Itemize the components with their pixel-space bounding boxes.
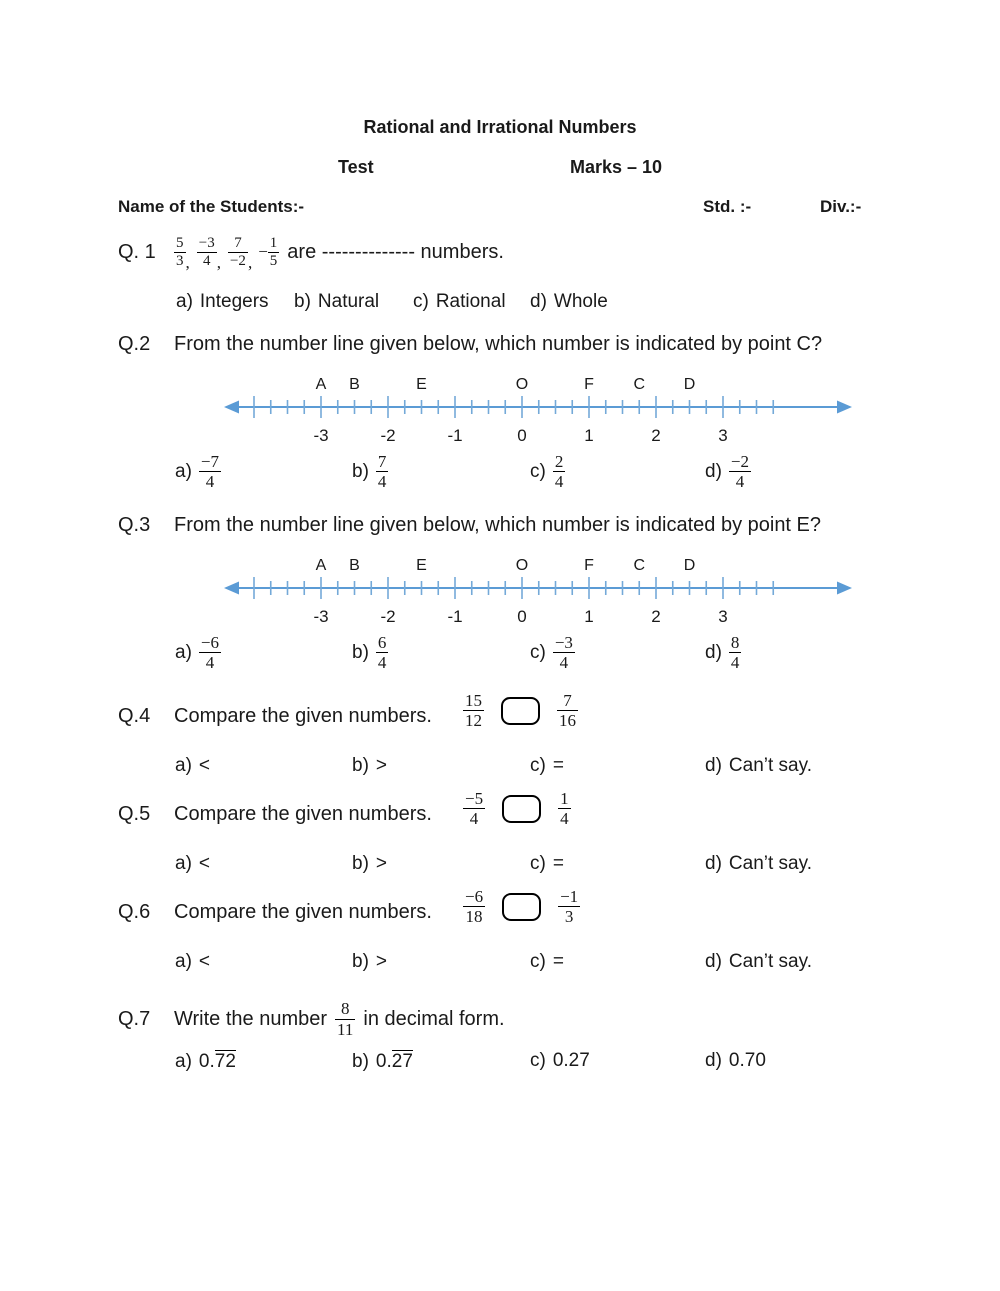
fraction-denominator: 4 (377, 653, 387, 673)
option-label: c) (530, 460, 546, 482)
point-label: B (349, 557, 360, 574)
option-d (705, 951, 812, 973)
option-value: Can’t say. (728, 951, 812, 972)
question-6-options (0, 951, 1000, 997)
fraction-numerator: 15 (465, 691, 482, 710)
question-5-number: Q.5 (118, 803, 151, 825)
fraction (376, 452, 389, 491)
option-value: = (552, 853, 564, 874)
question-2 (118, 333, 822, 356)
tick-number: -1 (447, 607, 463, 626)
fraction-numerator: 7 (377, 452, 387, 471)
tick-number: -2 (380, 426, 396, 445)
option-label: d) (705, 460, 722, 482)
question-3-number: Q.3 (118, 514, 151, 536)
fraction (199, 633, 221, 672)
fraction (729, 633, 742, 672)
question-7-text-after: in decimal form. (363, 1007, 505, 1030)
option-label: b) (352, 641, 369, 663)
fraction-numerator: 7 (234, 234, 242, 251)
question-1-options (0, 291, 1000, 337)
answer-box (501, 697, 540, 725)
option-value: = (552, 951, 564, 972)
fraction (174, 235, 186, 270)
fraction (197, 235, 217, 270)
option-value (376, 1050, 413, 1073)
question-3-options (0, 633, 1000, 679)
option-label: a) (175, 460, 192, 482)
point-label: B (349, 376, 360, 393)
option-label: c) (413, 291, 429, 312)
question-7-text-before: Write the number (174, 1007, 328, 1030)
point-label: A (315, 376, 327, 393)
question-2-number: Q.2 (118, 333, 151, 355)
decimal-text: 0. (375, 1051, 392, 1072)
tick-number: -3 (313, 426, 329, 445)
question-1-number: Q. 1 (118, 240, 156, 263)
tick-number: 0 (517, 426, 527, 445)
question-1-text: are -------------- numbers. (287, 240, 504, 263)
fraction-denominator: 4 (377, 472, 387, 492)
minus-sign: − (258, 242, 268, 261)
option-value: < (198, 755, 211, 776)
decimal-text: 0. (198, 1051, 215, 1072)
div-label: Div.:- (820, 197, 862, 216)
left-arrow-icon (224, 582, 239, 595)
option-value: Can’t say. (728, 853, 812, 874)
page-title: Rational and Irrational Numbers (363, 117, 637, 137)
point-label: F (584, 557, 594, 574)
fraction-denominator: 18 (465, 907, 483, 927)
fraction (729, 452, 751, 491)
option-label: d) (705, 641, 722, 663)
option-label: b) (352, 853, 369, 874)
right-arrow-icon (837, 401, 852, 414)
repeating-digits: 72 (214, 1051, 236, 1072)
repeating-digits: 27 (391, 1051, 413, 1072)
fraction-denominator: 4 (559, 653, 569, 673)
tick-number: 0 (517, 607, 527, 626)
option-value: > (375, 853, 388, 874)
fraction-numerator: −6 (465, 887, 484, 906)
fraction-numerator: 7 (563, 691, 572, 710)
option-label: b) (352, 755, 369, 776)
option-d (705, 853, 812, 875)
question-5-text: Compare the given numbers. (174, 803, 432, 825)
question-5-comparison (463, 789, 571, 828)
question-2-options (0, 452, 1000, 498)
point-label: A (315, 557, 327, 574)
fraction-denominator: 4 (735, 472, 745, 492)
option-value: < (198, 951, 211, 972)
option-d (705, 633, 741, 672)
option-a (176, 291, 269, 313)
question-6-number: Q.6 (118, 901, 151, 923)
question-4-text: Compare the given numbers. (174, 705, 432, 727)
option-value: Rational (435, 291, 506, 312)
tick-number: 3 (718, 426, 728, 445)
option-b (352, 1050, 413, 1073)
fraction (553, 633, 575, 672)
option-d (705, 1050, 766, 1072)
fraction-numerator: 2 (554, 452, 564, 471)
point-label: C (633, 557, 646, 574)
point-label: O (515, 557, 529, 574)
fraction-numerator: 5 (176, 234, 184, 251)
option-c (530, 853, 564, 875)
point-label: E (416, 557, 427, 574)
option-label: c) (530, 641, 546, 663)
point-label: F (584, 376, 594, 393)
option-label: d) (705, 1050, 722, 1071)
option-label: b) (352, 951, 369, 972)
answer-box (502, 795, 541, 823)
fraction-numerator: 1 (269, 234, 278, 251)
fraction (335, 999, 355, 1038)
option-label: a) (176, 291, 193, 312)
question-4 (118, 705, 432, 728)
option-a (175, 1050, 236, 1073)
point-label: E (416, 376, 427, 393)
option-label: d) (705, 951, 722, 972)
fraction-numerator: −3 (198, 234, 215, 251)
option-d (530, 291, 608, 313)
student-name-label: Name of the Students:- (118, 197, 305, 216)
option-value: = (552, 755, 564, 776)
fraction-numerator: −2 (730, 452, 749, 471)
option-label: a) (175, 1050, 192, 1072)
number-line-2 (222, 552, 854, 630)
fraction-denominator: 11 (337, 1019, 354, 1039)
question-7 (118, 993, 505, 1045)
fraction-denominator: 4 (554, 472, 564, 492)
right-arrow-icon (837, 582, 852, 595)
fraction-denominator: 4 (560, 809, 569, 829)
fraction-denominator: −2 (229, 252, 246, 269)
option-b (352, 633, 388, 672)
option-label: a) (175, 951, 192, 972)
option-label: b) (352, 460, 369, 482)
option-a (175, 853, 210, 875)
separator-comma: , (216, 253, 221, 272)
fraction-denominator: 4 (469, 809, 479, 829)
separator-comma: , (247, 253, 253, 272)
answer-box (502, 893, 541, 921)
fraction-denominator: 16 (559, 711, 576, 731)
fraction (558, 789, 571, 828)
fraction-denominator: 4 (730, 653, 740, 673)
marks-label: Marks – 10 (570, 157, 663, 177)
option-label: a) (175, 755, 192, 776)
option-label: b) (352, 1050, 369, 1072)
option-a (175, 951, 210, 973)
fraction-numerator: 8 (730, 633, 740, 652)
option-label: c) (530, 853, 546, 874)
option-value (199, 1050, 236, 1073)
question-5 (118, 803, 432, 826)
tick-number: 2 (651, 607, 661, 626)
fraction-numerator: −7 (200, 452, 219, 471)
tick-number: -2 (380, 607, 396, 626)
option-a (175, 633, 221, 672)
option-d (705, 755, 812, 777)
option-b (352, 853, 387, 875)
question-1 (118, 229, 504, 275)
number-line-1 (222, 371, 854, 449)
option-b (352, 452, 388, 491)
fraction (376, 633, 389, 672)
option-value: Integers (199, 291, 269, 312)
std-label: Std. :- (703, 197, 752, 216)
fraction-denominator: 3 (564, 907, 574, 927)
fraction-denominator: 4 (202, 252, 211, 269)
question-7-options (0, 1050, 1000, 1096)
tick-number: 3 (718, 607, 728, 626)
tick-number: 1 (584, 426, 594, 445)
fraction-numerator: 8 (340, 999, 350, 1019)
option-a (175, 755, 210, 777)
fraction (463, 789, 485, 828)
option-value: Whole (553, 291, 608, 312)
test-label: Test (338, 157, 374, 177)
option-b (294, 291, 379, 313)
fraction-denominator: 3 (176, 252, 184, 269)
tick-number: -1 (447, 426, 463, 445)
option-b (352, 755, 387, 777)
point-label: C (633, 376, 646, 393)
fraction (463, 887, 485, 926)
option-c (530, 951, 564, 973)
question-7-number: Q.7 (118, 1007, 151, 1030)
option-label: c) (530, 755, 546, 776)
option-value: Can’t say. (728, 755, 812, 776)
fraction-numerator: −1 (560, 887, 579, 906)
option-label: a) (175, 853, 192, 874)
option-label: d) (530, 291, 547, 312)
option-value (729, 1050, 766, 1072)
fraction (558, 887, 580, 926)
option-c (530, 452, 565, 491)
question-6-comparison (463, 887, 580, 926)
fraction (553, 452, 566, 491)
fraction-numerator: 6 (377, 633, 387, 652)
fraction (463, 691, 484, 730)
fraction-denominator: 5 (269, 252, 278, 269)
point-label: D (683, 376, 696, 393)
option-d (705, 452, 751, 491)
option-value: < (198, 853, 211, 874)
fraction-numerator: −5 (465, 789, 484, 808)
left-arrow-icon (224, 401, 239, 414)
option-value: Natural (317, 291, 380, 312)
decimal-text: 0.70 (728, 1050, 766, 1071)
option-label: a) (175, 641, 192, 663)
option-value: > (375, 951, 388, 972)
question-4-comparison (463, 691, 578, 730)
point-label: D (683, 557, 696, 574)
option-label: b) (294, 291, 311, 312)
question-3 (118, 514, 821, 537)
fraction-denominator: 4 (205, 653, 215, 673)
fraction (557, 691, 578, 730)
separator-comma: , (185, 253, 190, 272)
question-6-text: Compare the given numbers. (174, 901, 432, 923)
fraction-numerator: 1 (560, 789, 569, 808)
fraction (228, 235, 248, 270)
option-value (553, 1050, 590, 1072)
question-2-text: From the number line given below, which number is indicated by point C? (174, 333, 823, 355)
option-label: d) (705, 755, 722, 776)
decimal-text: 0.27 (552, 1050, 590, 1071)
option-c (530, 755, 564, 777)
option-value: > (375, 755, 388, 776)
fraction-denominator: 4 (205, 472, 215, 492)
fraction (199, 452, 221, 491)
question-4-number: Q.4 (118, 705, 151, 727)
question-6 (118, 901, 432, 924)
option-b (352, 951, 387, 973)
option-label: d) (705, 853, 722, 874)
option-label: c) (530, 951, 546, 972)
tick-number: 1 (584, 607, 594, 626)
tick-number: 2 (651, 426, 661, 445)
question-3-text: From the number line given below, which number is indicated by point E? (174, 514, 822, 536)
fraction-numerator: −3 (554, 633, 573, 652)
point-label: O (515, 376, 529, 393)
fraction-numerator: −6 (200, 633, 219, 652)
fraction (268, 235, 280, 270)
option-c (530, 633, 575, 672)
fraction-denominator: 12 (465, 711, 482, 731)
option-c (530, 1050, 590, 1072)
tick-number: -3 (313, 607, 329, 626)
option-c (413, 291, 506, 313)
option-label: c) (530, 1050, 546, 1071)
option-a (175, 452, 221, 491)
